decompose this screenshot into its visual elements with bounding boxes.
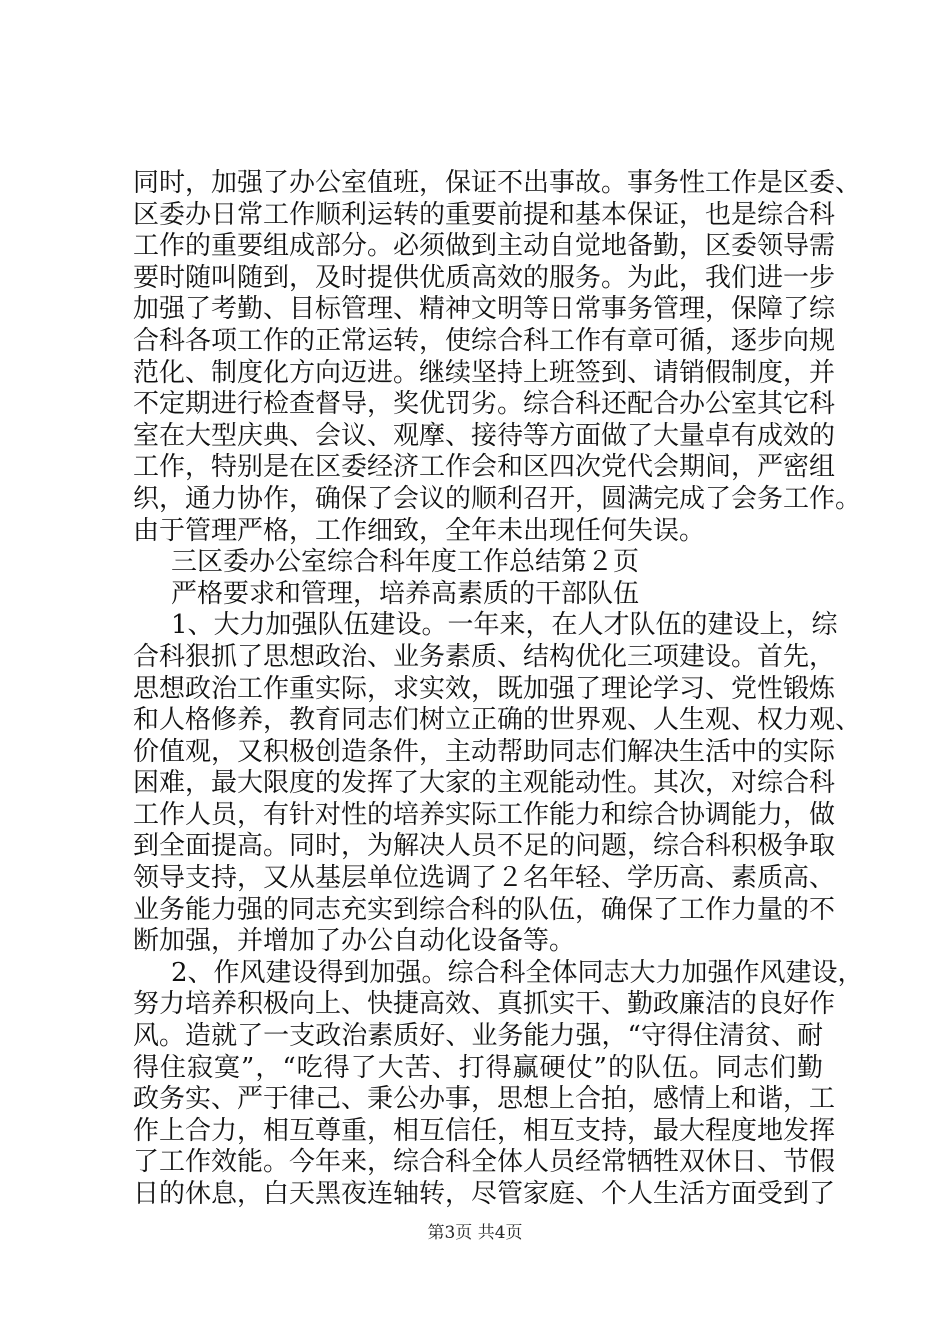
- text-line: 思想政治工作重实际，求实效，既加强了理论学习、党性锻炼: [133, 673, 836, 704]
- text-line: 作上合力，相互尊重，相互信任，相互支持，最大程度地发挥: [133, 1115, 836, 1146]
- paragraph-first-line: 1、大力加强队伍建设。一年来，在人才队伍的建设上，综: [171, 610, 838, 641]
- text-line: 室在大型庆典、会议、观摩、接待等方面做了大量卓有成效的: [133, 420, 836, 451]
- text-line: 同时，加强了办公室值班，保证不出事故。事务性工作是区委、: [133, 168, 862, 198]
- text-line: 了工作效能。今年来，综合科全体人员经常牺牲双休日、节假: [133, 1147, 836, 1178]
- section-heading: 严格要求和管理，培养高素质的干部队伍: [171, 578, 640, 609]
- page-footer: 第3页 共4页: [427, 1223, 523, 1243]
- document-body: [133, 168, 864, 1211]
- text-line: 织，通力协作，确保了会议的顺利召开，圆满完成了会务工作。: [133, 483, 862, 514]
- text-line: 合科狠抓了思想政治、业务素质、结构优化三项建设。首先，: [133, 641, 836, 672]
- text-line: 由于管理严格，工作细致，全年未出现任何失误。: [133, 515, 706, 546]
- text-line: 断加强，并增加了办公自动化设备等。: [133, 926, 576, 957]
- paragraph-first-line: 2、作风建设得到加强。综合科全体同志大力加强作风建设，: [171, 957, 864, 988]
- text-line: 业务能力强的同志充实到综合科的队伍，确保了工作力量的不: [133, 894, 836, 925]
- text-line: 不定期进行检查督导，奖优罚劣。综合科还配合办公室其它科: [133, 389, 836, 420]
- text-line: 政务实、严于律己、秉公办事，思想上合拍，感情上和谐，工: [133, 1084, 836, 1115]
- text-line: 合科各项工作的正常运转，使综合科工作有章可循，逐步向规: [133, 325, 836, 356]
- text-line: 区委办日常工作顺利运转的重要前提和基本保证，也是综合科: [133, 199, 836, 230]
- text-line: 努力培养积极向上、快捷高效、真抓实干、勤政廉洁的良好作: [133, 989, 836, 1020]
- text-line: 风。造就了一支政治素质好、业务能力强，“守得住清贫、耐: [133, 1021, 823, 1052]
- section-heading: 三区委办公室综合科年度工作总结第２页: [171, 547, 640, 578]
- text-line: 得住寂寞”，“吃得了大苦、打得赢硬仗”的队伍。同志们勤: [133, 1052, 823, 1083]
- text-line: 工作人员，有针对性的培养实际工作能力和综合协调能力，做: [133, 799, 836, 830]
- text-line: 加强了考勤、目标管理、精神文明等日常事务管理，保障了综: [133, 294, 836, 325]
- text-line: 到全面提高。同时，为解决人员不足的问题，综合科积极争取: [133, 831, 836, 862]
- text-line: 要时随叫随到，及时提供优质高效的服务。为此，我们进一步: [133, 262, 836, 293]
- text-line: 工作的重要组成部分。必须做到主动自觉地备勤，区委领导需: [133, 231, 836, 262]
- text-line: 日的休息，白天黑夜连轴转，尽管家庭、个人生活方面受到了: [133, 1179, 836, 1209]
- text-line: 工作，特别是在区委经济工作会和区四次党代会期间，严密组: [133, 452, 836, 483]
- text-line: 和人格修养，教育同志们树立正确的世界观、人生观、权力观、: [133, 705, 862, 736]
- text-line: 领导支持，又从基层单位选调了２名年轻、学历高、素质高、: [133, 863, 836, 894]
- text-line: 范化、制度化方向迈进。继续坚持上班签到、请销假制度，并: [133, 357, 836, 388]
- text-line: 困难，最大限度的发挥了大家的主观能动性。其次，对综合科: [133, 768, 836, 799]
- text-line: 价值观，又积极创造条件，主动帮助同志们解决生活中的实际: [133, 736, 836, 767]
